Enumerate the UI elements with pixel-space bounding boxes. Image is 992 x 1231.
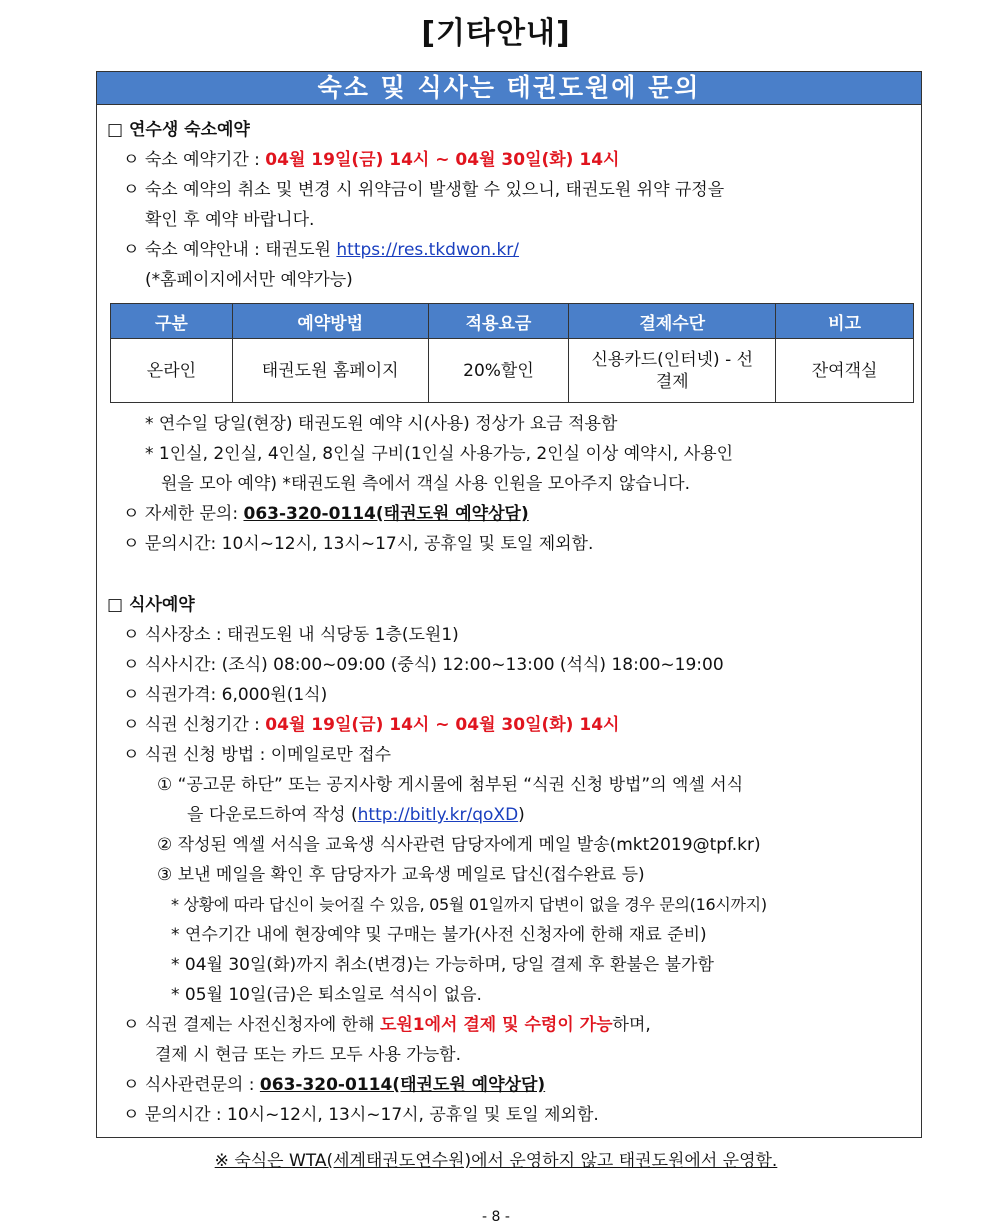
lodging-homepage-only: (*홈페이지에서만 예약가능) [145,270,353,290]
meals-inquiry [123,1074,545,1096]
lodging-period [123,149,619,171]
meals-payment-highlight: 도원1에서 결제 및 수령이 가능 [379,1015,613,1035]
footnote: ※ 숙식은 WTA(세계태권도연수원)에서 운영하지 않고 태권도원에서 운영함. [214,1151,778,1171]
lodging-guide-label: ㅇ 숙소 예약안내 : 태권도원 [123,240,337,260]
meals-step3: ③ 보낸 메일을 확인 후 담당자가 교육생 메일로 답신(접수완료 등) [157,865,645,885]
lodging-hours: ㅇ 문의시간: 10시~12시, 13시~17시, 공휴일 및 토일 제외함. [123,534,594,554]
lodging-inquiry-label: ㅇ 자세한 문의: [123,504,244,524]
meals-period-label: ㅇ 식권 신청기간 : [123,715,266,735]
meals-time: ㅇ 식사시간: (조식) 08:00~09:00 (중식) 12:00~13:00 (석식) 18:00~19:00 [123,655,724,675]
meals-sub2: * 연수기간 내에 현장예약 및 구매는 불가(사전 신청자에 한해 재료 준비) [171,925,707,945]
meals-payment-line2: 결제 시 현금 또는 카드 모두 사용 가능함. [155,1045,461,1065]
meals-sub4: * 05월 10일(금)은 퇴소일로 석식이 없음. [171,985,482,1005]
meals-sub1: * 상황에 따라 답신이 늦어질 수 있음, 05월 01일까지 답변이 없을 경우 문의(16시까지) [171,895,767,914]
meals-step2: ② 작성된 엑셀 서식을 교육생 식사관련 담당자에게 메일 발송(mkt2019@tpf.kr) [157,835,761,855]
table-header-cell: 비고 [776,304,914,339]
meals-step1-line2 [187,804,525,826]
info-box [96,71,922,1138]
meals-place: ㅇ 식사장소 : 태권도원 내 식당동 1층(도원1) [123,625,459,645]
meals-sub3: * 04월 30일(화)까지 취소(변경)는 가능하며, 당일 결제 후 환불은 불가함 [171,955,714,975]
table-cell: 신용카드(인터넷) - 선결제 [569,339,776,403]
lodging-cancel-line1: ㅇ 숙소 예약의 취소 및 변경 시 위약금이 발생할 수 있으니, 태권도원 위약 규정을 [123,180,725,200]
meals-period-value: 04월 19일(금) 14시 ~ 04월 30일(화) 14시 [265,715,620,735]
table-header-cell: 적용요금 [428,304,569,339]
lodging-heading: □ 연수생 숙소예약 [107,120,250,140]
meals-method: ㅇ 식권 신청 방법 : 이메일로만 접수 [123,745,392,765]
lodging-inquiry-phone: 063-320-0114(태권도원 예약상담) [243,504,529,524]
meals-step1-prefix: 을 다운로드하여 작성 ( [187,805,358,825]
table-header-cell: 예약방법 [232,304,428,339]
banner: 숙소 및 식사는 태권도원에 문의 [97,72,921,105]
table-header-cell: 구분 [111,304,233,339]
table-header-cell: 결제수단 [569,304,776,339]
table-cell: 온라인 [111,339,233,403]
table-cell: 20%할인 [428,339,569,403]
reservation-table [110,303,914,403]
lodging-reservation-link[interactable]: https://res.tkdwon.kr/ [336,240,520,260]
lodging-guide [123,239,519,261]
meals-step1-suffix: ) [518,805,525,825]
table-header-row [111,304,914,339]
page-number: - 8 - [482,1209,510,1225]
page-title: [기타안내] [421,16,571,51]
lodging-note2-line1: * 1인실, 2인실, 4인실, 8인실 구비(1인실 사용가능, 2인실 이상 예약시, 사용인 [145,444,734,464]
meals-payment-suffix: 하며, [612,1015,651,1035]
meals-heading: □ 식사예약 [107,595,195,615]
lodging-cancel-line2: 확인 후 예약 바랍니다. [145,210,315,230]
meals-period [123,714,619,736]
lodging-note1: * 연수일 당일(현장) 태권도원 예약 시(사용) 정상가 요금 적용함 [145,414,618,434]
meals-step1-line1: ① “공고문 하단” 또는 공지사항 게시물에 첨부된 “식권 신청 방법”의 엑셀 서식 [157,775,744,795]
lodging-note2-line2: 원을 모아 예약) *태권도원 측에서 객실 사용 인원을 모아주지 않습니다. [161,474,690,494]
table-row [111,339,914,403]
meals-form-link[interactable]: http://bitly.kr/qoXD [357,805,519,825]
table-cell: 태권도원 홈페이지 [232,339,428,403]
table-cell: 잔여객실 [776,339,914,403]
meals-hours: ㅇ 문의시간 : 10시~12시, 13시~17시, 공휴일 및 토일 제외함. [123,1105,599,1125]
meals-price: ㅇ 식권가격: 6,000원(1식) [123,685,328,705]
lodging-period-label: ㅇ 숙소 예약기간 : [123,150,266,170]
lodging-period-value: 04월 19일(금) 14시 ~ 04월 30일(화) 14시 [265,150,620,170]
lodging-inquiry [123,503,529,525]
meals-inquiry-phone: 063-320-0114(태권도원 예약상담) [259,1075,546,1095]
meals-payment [123,1014,651,1036]
meals-inquiry-label: ㅇ 식사관련문의 : [123,1075,260,1095]
meals-payment-prefix: ㅇ 식권 결제는 사전신청자에 한해 [123,1015,380,1035]
